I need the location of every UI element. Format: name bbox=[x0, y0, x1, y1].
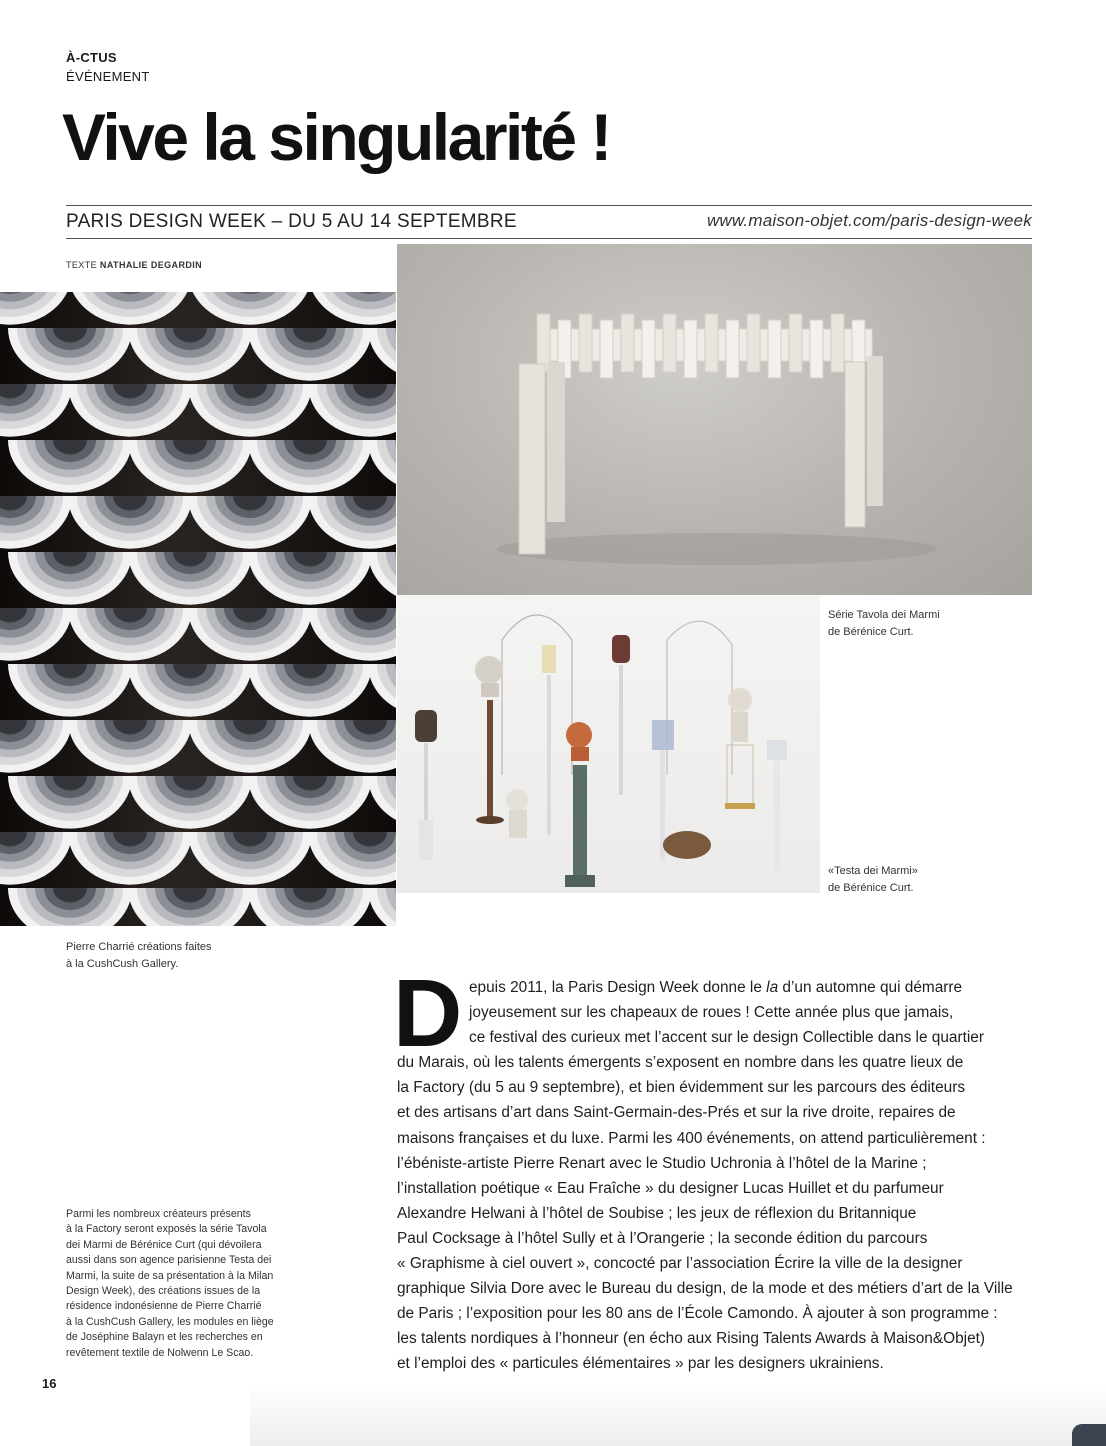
photo-tavola-dei-marmi-bench bbox=[397, 244, 1032, 595]
side-note-line: revêtement textile de Nolwenn Le Scao. bbox=[66, 1346, 254, 1359]
side-note-line: dei Marmi de Bérénice Curt (qui dévoilera bbox=[66, 1238, 262, 1251]
bench-slat bbox=[642, 320, 655, 378]
side-note-line: de Joséphine Balayn et les recherches en bbox=[66, 1331, 263, 1344]
photo-pierre-charrie-creations bbox=[0, 292, 396, 926]
caption-line: Série Tavola dei Marmi bbox=[828, 609, 940, 621]
body-line: et l’emploi des « particules élémentaires » par les designers ukrainiens. bbox=[397, 1355, 884, 1373]
page-fold-shadow bbox=[250, 1385, 1106, 1446]
caption-line: de Bérénice Curt. bbox=[828, 882, 914, 894]
body-line: de Paris ; l’exposition pour les 80 ans de l’École Camondo. À ajouter à son programme : bbox=[397, 1305, 998, 1323]
body-line: les talents nordiques à l’honneur (en écho aux Rising Talents Awards à Maison&Objet) bbox=[397, 1330, 986, 1348]
body-line: joyeusement sur les chapeaux de roues ! Cette année plus que jamais, bbox=[469, 1004, 954, 1022]
side-note-line: à la CushCush Gallery, les modules en liège bbox=[66, 1315, 274, 1328]
body-line: l’installation poétique « Eau Fraîche » du designer Lucas Huillet et du parfumeur bbox=[397, 1179, 944, 1197]
body-line-part: d’un automne qui démarre bbox=[778, 979, 963, 996]
body-line: maisons françaises et du luxe. Parmi les 400 événements, on attend particulièrement : bbox=[397, 1129, 986, 1147]
body-line: « Graphisme à ciel ouvert », concocté par l’association Écrire la ville de la designer bbox=[397, 1255, 963, 1273]
caption-pierre-charrie bbox=[66, 939, 212, 973]
body-emphasis: la bbox=[766, 979, 779, 996]
bench-slat bbox=[789, 314, 802, 372]
bench-slat bbox=[747, 314, 760, 372]
subhead: PARIS DESIGN WEEK – DU 5 AU 14 SEPTEMBRE bbox=[66, 211, 517, 232]
body-line: et des artisans d’art dans Saint-Germain-des-Prés et sur la rive droite, repaires de bbox=[397, 1104, 956, 1122]
section-label: À-CTUS bbox=[66, 50, 117, 65]
page-number: 16 bbox=[42, 1376, 57, 1391]
body-line: Paul Cocksage à l’hôtel Sully et à l’Orangerie ; la seconde édition du parcours bbox=[397, 1229, 928, 1247]
body-line-part: epuis 2011, la Paris Design Week donne le bbox=[469, 979, 767, 996]
caption-tavola-dei-marmi bbox=[828, 607, 940, 641]
marble-bench-illustration bbox=[397, 244, 1032, 595]
body-line: Alexandre Helwani à l’hôtel de Soubise ; les jeux de réflexion du Britannique bbox=[397, 1204, 917, 1222]
caption-testa-dei-marmi bbox=[828, 863, 918, 897]
body-line: graphique Silvia Dore avec le Bureau du design, de la mode et des métiers d’art de la Ville bbox=[397, 1280, 1013, 1298]
bench-slat bbox=[726, 320, 739, 378]
body-line: l’ébéniste-artiste Pierre Renart avec le Studio Uchronia à l’hôtel de la Marine ; bbox=[397, 1154, 927, 1172]
side-note bbox=[66, 1207, 306, 1361]
page-tab-marker bbox=[1072, 1424, 1106, 1446]
headline: Vive la singularité ! bbox=[62, 100, 610, 174]
caption-line: de Bérénice Curt. bbox=[828, 626, 914, 638]
sculptures-illustration bbox=[397, 595, 820, 893]
header-rule-bottom bbox=[66, 238, 1032, 239]
side-note-line: Design Week), des créations issues de la bbox=[66, 1285, 261, 1298]
side-note-line: aussi dans son agence parisienne Testa dei bbox=[66, 1254, 272, 1267]
bench-slat bbox=[579, 314, 592, 372]
bench-slat bbox=[831, 314, 844, 372]
bench-slat bbox=[705, 314, 718, 372]
section-sublabel: ÉVÉNEMENT bbox=[66, 69, 150, 84]
body-line: la Factory (du 5 au 9 septembre), et bien évidemment sur les parcours des éditeurs bbox=[397, 1079, 966, 1097]
side-note-line: à la Factory seront exposés la série Tavola bbox=[66, 1223, 267, 1236]
bench-slat bbox=[663, 314, 676, 372]
credit-prefix: TEXTE bbox=[66, 260, 98, 270]
bench-slat bbox=[600, 320, 613, 378]
credit-author: NATHALIE DEGARDIN bbox=[99, 260, 203, 270]
body-line: du Marais, où les talents émergents s’exposent en nombre dans les quatre lieux de bbox=[397, 1054, 964, 1072]
bench-slat bbox=[684, 320, 697, 378]
author-credit bbox=[66, 260, 202, 270]
bench-slat bbox=[621, 314, 634, 372]
drop-cap: D bbox=[393, 960, 463, 1067]
event-url-link[interactable]: www.maison-objet.com/paris-design-week bbox=[706, 211, 1032, 230]
bench-slat bbox=[810, 320, 823, 378]
side-note-line: Marmi, la suite de sa présentation à la Milan bbox=[66, 1269, 274, 1282]
caption-line: «Testa dei Marmi» bbox=[828, 865, 918, 877]
scalloped-tiles-illustration bbox=[0, 292, 396, 926]
article-body bbox=[397, 975, 1047, 1377]
body-line: ce festival des curieux met l’accent sur le design Collectible dans le quartier bbox=[469, 1029, 984, 1047]
bench-slat bbox=[768, 320, 781, 378]
caption-line: à la CushCush Gallery. bbox=[66, 958, 179, 970]
side-note-line: Parmi les nombreux créateurs présents bbox=[66, 1208, 251, 1220]
caption-line: Pierre Charrié créations faites bbox=[66, 941, 212, 953]
body-line bbox=[397, 975, 1047, 1000]
header-rule-top bbox=[66, 205, 1032, 206]
side-note-line: résidence indonésienne de Pierre Charrié bbox=[66, 1300, 262, 1313]
photo-testa-dei-marmi bbox=[397, 595, 820, 893]
